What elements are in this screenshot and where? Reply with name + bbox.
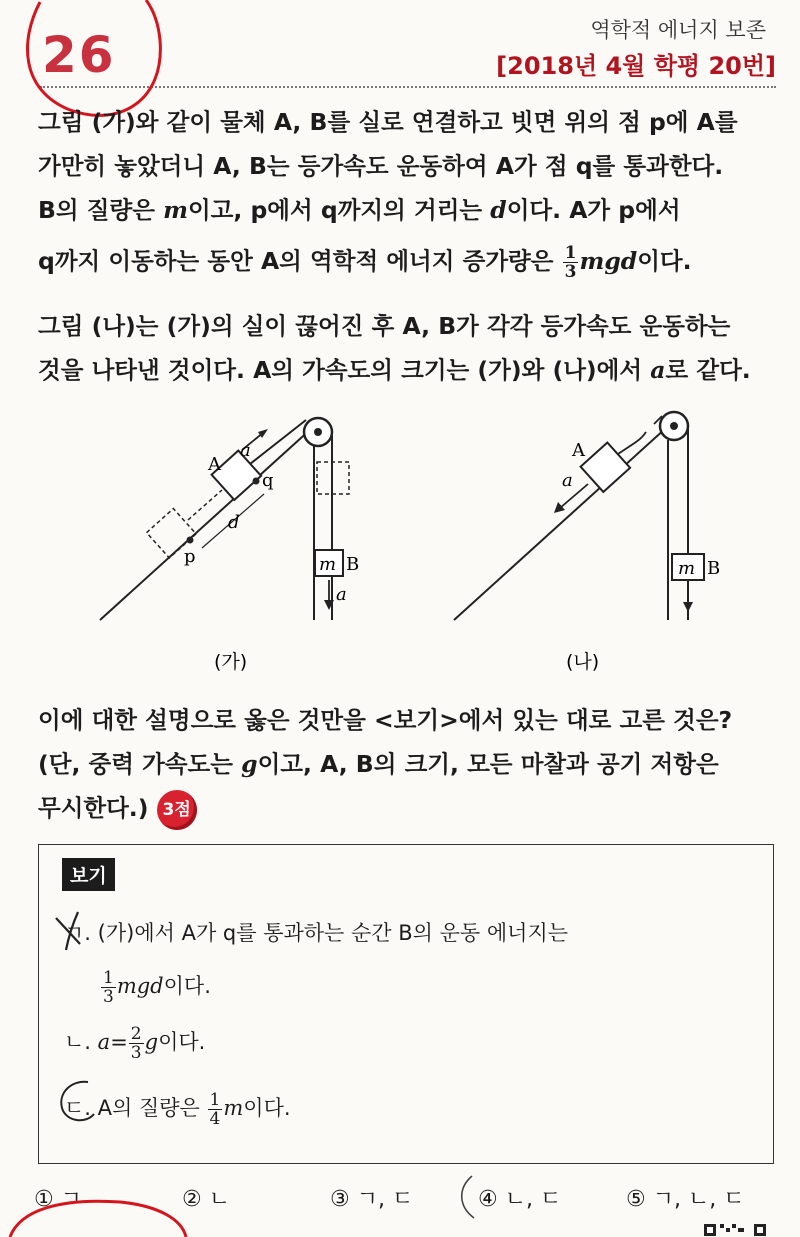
choice-number: ③ bbox=[330, 1187, 350, 1212]
question-line: 이에 대한 설명으로 옳은 것만을 <보기>에서 있는 대로 고른 것은? bbox=[38, 706, 733, 734]
circle-mark bbox=[61, 1082, 94, 1120]
item-marker: ㄷ. bbox=[64, 1096, 91, 1120]
pencil-bracket-mark bbox=[450, 1172, 490, 1222]
expression-mgd: mgd bbox=[116, 974, 164, 998]
choice-number: ② bbox=[182, 1187, 202, 1212]
item-text: (가)에서 A가 q를 통과하는 순간 B의 운동 에너지는 bbox=[97, 921, 569, 945]
fraction-one-third: $\frac{1}{3}$ bbox=[103, 967, 114, 1007]
fraction-one-quarter: $\frac{1}{4}$ bbox=[209, 1089, 221, 1129]
choice-number: ⑤ bbox=[626, 1187, 646, 1212]
label-d: d bbox=[228, 512, 240, 533]
figure-na bbox=[448, 398, 748, 688]
choice-text: ㄱ, ㄷ bbox=[356, 1187, 414, 1212]
variable-m: m bbox=[223, 1096, 244, 1120]
choice-text: ㄱ, ㄴ, ㄷ bbox=[652, 1187, 745, 1212]
label-a-block: A bbox=[208, 454, 221, 475]
item-marker: ㄱ. bbox=[64, 921, 91, 945]
fraction-one-third: $\frac{1}{3}$ bbox=[564, 243, 577, 282]
item-text: 이다. bbox=[243, 1096, 291, 1120]
exam-source: [2018년 4월 학평 20번] bbox=[496, 52, 776, 80]
question-number: 26 bbox=[42, 26, 116, 84]
problem-paragraph-1 bbox=[38, 100, 768, 290]
label-accel-a: a bbox=[562, 470, 573, 491]
text-segment: (단, 중력 가속도는 bbox=[38, 750, 242, 778]
item-text: 이다. bbox=[163, 974, 211, 998]
figure-ga bbox=[90, 398, 390, 688]
problem-paragraph-2 bbox=[38, 304, 768, 392]
label-a-block: A bbox=[572, 440, 585, 461]
red-pen-circle-mark bbox=[0, 1190, 200, 1237]
choice-5[interactable] bbox=[626, 1182, 744, 1213]
caption-ga: (가) bbox=[214, 651, 248, 673]
label-accel-a: a bbox=[240, 440, 251, 461]
choice-text: ㄴ bbox=[208, 1187, 230, 1212]
variable-d: d bbox=[490, 196, 507, 224]
label-q: q bbox=[262, 470, 274, 491]
choice-4[interactable] bbox=[478, 1182, 561, 1213]
points-badge: 3점 bbox=[157, 790, 197, 830]
qr-code-icon bbox=[704, 1222, 770, 1237]
expression-mgd: mgd bbox=[579, 247, 638, 275]
label-p: p bbox=[184, 546, 196, 567]
problem-line: 가만히 놓았더니 A, B는 등가속도 운동하여 A가 점 q를 통과한다. bbox=[38, 152, 724, 180]
choice-text: ㄴ, ㄷ bbox=[504, 1187, 562, 1212]
choice-3[interactable] bbox=[330, 1182, 413, 1213]
question-line bbox=[38, 786, 778, 830]
choice-number: ① bbox=[34, 1187, 54, 1212]
example-item-1 bbox=[64, 918, 568, 948]
question-prompt bbox=[38, 698, 778, 830]
item-text: 이다. bbox=[158, 1030, 206, 1054]
point-p bbox=[187, 537, 194, 544]
text-segment: 것을 나타낸 것이다. A의 가속도의 크기는 (가)와 (나)에서 bbox=[38, 356, 651, 384]
text-segment: q까지 이동하는 동안 A의 역학적 에너지 증가량은 bbox=[38, 247, 562, 275]
cross-out-mark bbox=[56, 912, 80, 950]
handwritten-marks bbox=[50, 900, 120, 1130]
problem-line: 그림 (나)는 (가)의 실이 끊어진 후 A, B가 각각 등가속도 운동하는 bbox=[38, 312, 731, 340]
label-m: m bbox=[319, 554, 337, 575]
variable-m: m bbox=[163, 196, 188, 224]
fraction-two-thirds: $\frac{2}{3}$ bbox=[130, 1023, 142, 1063]
variable-g: g bbox=[144, 1030, 159, 1054]
label-b-block: B bbox=[707, 558, 721, 579]
topic-title: 역학적 에너지 보존 bbox=[590, 18, 766, 42]
text-segment: 로 같다. bbox=[665, 356, 751, 384]
variable-a: a bbox=[97, 1030, 111, 1054]
incline-surface bbox=[454, 428, 666, 620]
question-line bbox=[38, 742, 778, 786]
problem-line bbox=[38, 232, 768, 290]
choice-number: ④ bbox=[478, 1187, 498, 1212]
text-segment: 이고, A, B의 크기, 모든 마찰과 공기 저항은 bbox=[257, 750, 719, 778]
item-text: A의 질량은 bbox=[97, 1096, 207, 1120]
choice-text: ㄱ bbox=[60, 1187, 82, 1212]
label-b-block: B bbox=[346, 554, 360, 575]
point-q bbox=[253, 478, 260, 485]
text-segment: 이고, p에서 q까지의 거리는 bbox=[187, 196, 491, 224]
problem-line bbox=[38, 348, 768, 392]
item-marker: ㄴ. bbox=[64, 1030, 91, 1054]
text-segment: 이다. A가 p에서 bbox=[506, 196, 681, 224]
examples-box-label: 보기 bbox=[62, 858, 115, 891]
text-segment: 이다. bbox=[637, 247, 692, 275]
label-m: m bbox=[678, 558, 696, 579]
variable-g: g bbox=[241, 750, 258, 778]
label-accel-b: a bbox=[336, 584, 347, 605]
incline-surface bbox=[100, 428, 312, 620]
text-segment: B의 질량은 bbox=[38, 196, 164, 224]
problem-line: 그림 (가)와 같이 물체 A, B를 실로 연결하고 빗면 위의 점 p에 A를 bbox=[38, 108, 738, 136]
variable-a: a bbox=[650, 356, 666, 384]
text-segment: 무시한다.) bbox=[38, 794, 149, 822]
equals-sign: = bbox=[110, 1030, 128, 1054]
problem-line bbox=[38, 188, 768, 232]
caption-na: (나) bbox=[566, 651, 600, 673]
